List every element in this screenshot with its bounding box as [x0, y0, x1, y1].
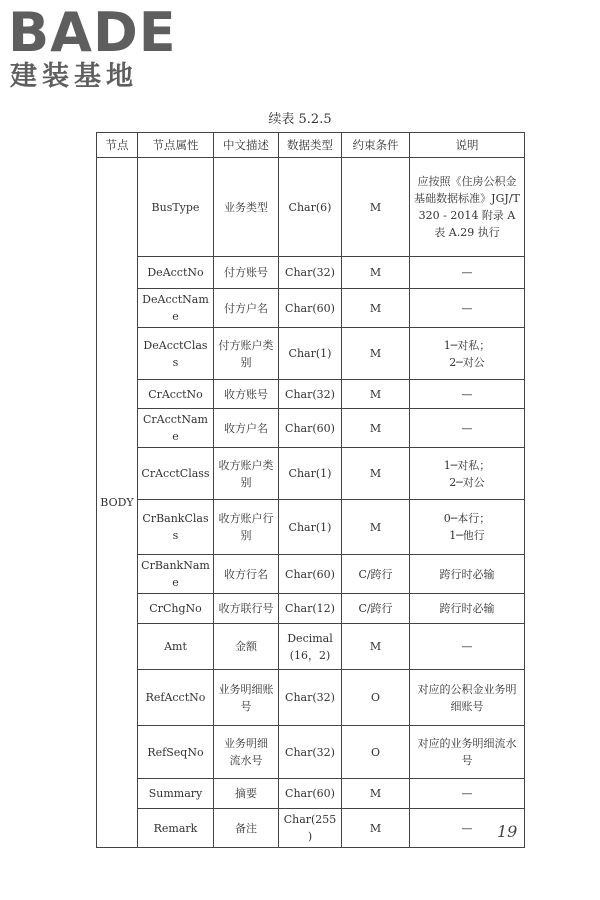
- cell-attr: CrAcctNo: [138, 380, 214, 409]
- table-row: [97, 726, 525, 779]
- cell-cn: 收方行名: [214, 555, 279, 594]
- cell-desc: 对应的公积金业务明细账号: [410, 670, 525, 726]
- cell-desc: —: [410, 624, 525, 670]
- cell-cons: O: [342, 670, 410, 726]
- spec-table: [96, 132, 525, 848]
- table-row: [97, 500, 525, 555]
- table-caption: 续表 5.2.5: [268, 112, 332, 127]
- header-cons: 约束条件: [342, 133, 410, 158]
- cell-cn: 付方账号: [214, 257, 279, 289]
- cell-cn: 业务明细账号: [214, 670, 279, 726]
- page-number: 19: [497, 822, 518, 841]
- header-node: 节点: [97, 133, 138, 158]
- table-row: [97, 158, 525, 257]
- cell-cn: 备注: [214, 809, 279, 848]
- cell-cn: 收方账户类别: [214, 448, 279, 500]
- cell-cons: M: [342, 158, 410, 257]
- cell-dtype: Char(1): [279, 328, 342, 380]
- cell-cn: 收方户名: [214, 409, 279, 448]
- cell-desc: —: [410, 289, 525, 328]
- cell-desc: —: [410, 809, 525, 848]
- table-body: [97, 158, 525, 848]
- cell-dtype: Char(6): [279, 158, 342, 257]
- cell-cons: M: [342, 328, 410, 380]
- cell-dtype: Char(12): [279, 594, 342, 624]
- cell-attr: BusType: [138, 158, 214, 257]
- cell-desc: 应按照《住房公积金基础数据标准》JGJ/T 320 - 2014 附录 A 表 A.29 执行: [410, 158, 525, 257]
- cell-attr: CrBankClass: [138, 500, 214, 555]
- cell-attr: CrAcctClass: [138, 448, 214, 500]
- cell-cons: M: [342, 380, 410, 409]
- cell-attr: DeAcctClass: [138, 328, 214, 380]
- cell-cn: 收方账号: [214, 380, 279, 409]
- cell-desc: 跨行时必输: [410, 555, 525, 594]
- cell-attr: CrChgNo: [138, 594, 214, 624]
- header-attr: 节点属性: [138, 133, 214, 158]
- logo-subtitle: 建装基地: [10, 61, 138, 92]
- cell-cons: M: [342, 289, 410, 328]
- table-row: [97, 624, 525, 670]
- table-row: [97, 594, 525, 624]
- cell-cons: C/跨行: [342, 555, 410, 594]
- cell-cn: 摘要: [214, 779, 279, 809]
- cell-desc: —: [410, 380, 525, 409]
- logo-wordmark: BADE: [8, 1, 177, 64]
- cell-cons: M: [342, 500, 410, 555]
- cell-attr: RefAcctNo: [138, 670, 214, 726]
- table-header-row: [97, 133, 525, 158]
- cell-desc: 跨行时必输: [410, 594, 525, 624]
- cell-cn: 收方联行号: [214, 594, 279, 624]
- cell-desc: 0─本行； 1─他行: [410, 500, 525, 555]
- cell-cons: C/跨行: [342, 594, 410, 624]
- cell-cons: M: [342, 448, 410, 500]
- cell-cn: 业务明细 流水号: [214, 726, 279, 779]
- cell-attr: CrBankName: [138, 555, 214, 594]
- node-cell: BODY: [97, 158, 138, 848]
- header-cn: 中文描述: [214, 133, 279, 158]
- table-row: [97, 555, 525, 594]
- cell-dtype: Char(32): [279, 257, 342, 289]
- cell-attr: CrAcctName: [138, 409, 214, 448]
- table-row: [97, 380, 525, 409]
- cell-dtype: Char(1): [279, 500, 342, 555]
- table-row: [97, 257, 525, 289]
- cell-cons: M: [342, 409, 410, 448]
- cell-desc: —: [410, 409, 525, 448]
- cell-dtype: Decimal (16，2): [279, 624, 342, 670]
- cell-attr: Remark: [138, 809, 214, 848]
- header-desc: 说明: [410, 133, 525, 158]
- table-row: [97, 328, 525, 380]
- table-row: [97, 670, 525, 726]
- cell-dtype: Char(60): [279, 555, 342, 594]
- cell-cons: M: [342, 257, 410, 289]
- cell-cons: M: [342, 809, 410, 848]
- cell-attr: Summary: [138, 779, 214, 809]
- cell-dtype: Char(32): [279, 380, 342, 409]
- cell-dtype: Char(60): [279, 779, 342, 809]
- cell-cn: 业务类型: [214, 158, 279, 257]
- cell-dtype: Char(60): [279, 289, 342, 328]
- cell-cn: 付方户名: [214, 289, 279, 328]
- cell-cons: M: [342, 779, 410, 809]
- table-row: [97, 779, 525, 809]
- table-row: [97, 409, 525, 448]
- brand-logo: [8, 1, 178, 92]
- cell-attr: DeAcctName: [138, 289, 214, 328]
- table-row: [97, 289, 525, 328]
- cell-attr: Amt: [138, 624, 214, 670]
- cell-cn: 收方账户行别: [214, 500, 279, 555]
- cell-desc: 1─对私； 2─对公: [410, 448, 525, 500]
- cell-dtype: Char(60): [279, 409, 342, 448]
- table-row: [97, 448, 525, 500]
- cell-attr: RefSeqNo: [138, 726, 214, 779]
- cell-dtype: Char(32): [279, 726, 342, 779]
- cell-desc: —: [410, 779, 525, 809]
- cell-dtype: Char(1): [279, 448, 342, 500]
- cell-dtype: Char(32): [279, 670, 342, 726]
- cell-desc: 对应的业务明细流水号: [410, 726, 525, 779]
- cell-cn: 金额: [214, 624, 279, 670]
- cell-dtype: Char(255): [279, 809, 342, 848]
- table-row: [97, 809, 525, 848]
- cell-cons: M: [342, 624, 410, 670]
- cell-desc: —: [410, 257, 525, 289]
- cell-attr: DeAcctNo: [138, 257, 214, 289]
- header-dtype: 数据类型: [279, 133, 342, 158]
- cell-cn: 付方账户类别: [214, 328, 279, 380]
- cell-cons: O: [342, 726, 410, 779]
- cell-desc: 1─对私； 2─对公: [410, 328, 525, 380]
